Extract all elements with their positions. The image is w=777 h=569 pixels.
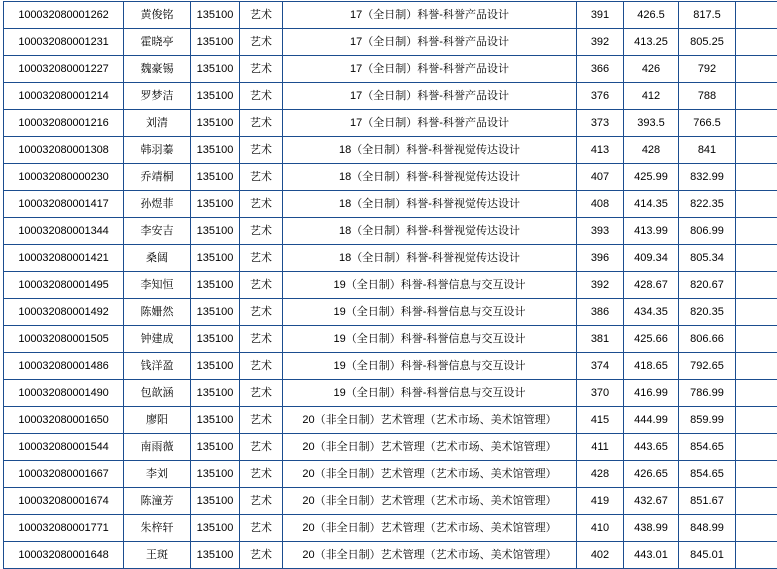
cell-score-3: 841 bbox=[679, 137, 736, 164]
cell-category: 艺术 bbox=[240, 353, 283, 380]
cell-score-2: 426.65 bbox=[624, 461, 679, 488]
cell-category: 艺术 bbox=[240, 137, 283, 164]
table-row bbox=[4, 29, 777, 56]
admission-score-table bbox=[3, 1, 777, 569]
cell-remark bbox=[736, 110, 777, 137]
cell-score-3: 859.99 bbox=[679, 407, 736, 434]
cell-remark bbox=[736, 218, 777, 245]
cell-score-3: 786.99 bbox=[679, 380, 736, 407]
cell-score-1: 381 bbox=[577, 326, 624, 353]
table-body bbox=[4, 2, 777, 569]
cell-category: 艺术 bbox=[240, 488, 283, 515]
cell-category: 艺术 bbox=[240, 164, 283, 191]
cell-score-1: 396 bbox=[577, 245, 624, 272]
cell-score-3: 766.5 bbox=[679, 110, 736, 137]
cell-score-2: 425.99 bbox=[624, 164, 679, 191]
cell-major-code: 135100 bbox=[191, 380, 240, 407]
cell-major-code: 135100 bbox=[191, 272, 240, 299]
cell-score-1: 407 bbox=[577, 164, 624, 191]
cell-remark bbox=[736, 380, 777, 407]
cell-exam-id: 100032080001262 bbox=[4, 2, 124, 29]
cell-remark bbox=[736, 164, 777, 191]
cell-score-3: 805.25 bbox=[679, 29, 736, 56]
cell-category: 艺术 bbox=[240, 191, 283, 218]
table-row bbox=[4, 299, 777, 326]
cell-major-code: 135100 bbox=[191, 2, 240, 29]
cell-score-3: 805.34 bbox=[679, 245, 736, 272]
cell-category: 艺术 bbox=[240, 245, 283, 272]
cell-major-code: 135100 bbox=[191, 326, 240, 353]
cell-score-2: 443.65 bbox=[624, 434, 679, 461]
cell-major-code: 135100 bbox=[191, 407, 240, 434]
cell-exam-id: 100032080001308 bbox=[4, 137, 124, 164]
cell-remark bbox=[736, 272, 777, 299]
cell-program: 17（全日制）科誉-科誉产品设计 bbox=[283, 110, 577, 137]
cell-score-2: 428 bbox=[624, 137, 679, 164]
cell-major-code: 135100 bbox=[191, 29, 240, 56]
cell-score-2: 434.35 bbox=[624, 299, 679, 326]
cell-score-1: 410 bbox=[577, 515, 624, 542]
cell-name: 陈潼芳 bbox=[124, 488, 191, 515]
table-row bbox=[4, 515, 777, 542]
table-row bbox=[4, 164, 777, 191]
cell-exam-id: 100032080001421 bbox=[4, 245, 124, 272]
cell-exam-id: 100032080001667 bbox=[4, 461, 124, 488]
cell-major-code: 135100 bbox=[191, 299, 240, 326]
cell-program: 18（全日制）科誉-科誉视觉传达设计 bbox=[283, 218, 577, 245]
cell-program: 17（全日制）科誉-科誉产品设计 bbox=[283, 29, 577, 56]
cell-score-1: 411 bbox=[577, 434, 624, 461]
cell-score-1: 374 bbox=[577, 353, 624, 380]
cell-exam-id: 100032080001231 bbox=[4, 29, 124, 56]
cell-program: 20（非全日制）艺术管理（艺术市场、美术馆管理） bbox=[283, 515, 577, 542]
cell-program: 19（全日制）科誉-科誉信息与交互设计 bbox=[283, 380, 577, 407]
cell-exam-id: 100032080001216 bbox=[4, 110, 124, 137]
table-row bbox=[4, 353, 777, 380]
cell-score-2: 413.99 bbox=[624, 218, 679, 245]
cell-name: 霍晓亭 bbox=[124, 29, 191, 56]
cell-remark bbox=[736, 56, 777, 83]
cell-program: 17（全日制）科誉-科誉产品设计 bbox=[283, 2, 577, 29]
cell-major-code: 135100 bbox=[191, 488, 240, 515]
cell-exam-id: 100032080001492 bbox=[4, 299, 124, 326]
cell-major-code: 135100 bbox=[191, 83, 240, 110]
cell-exam-id: 100032080001417 bbox=[4, 191, 124, 218]
cell-category: 艺术 bbox=[240, 380, 283, 407]
cell-category: 艺术 bbox=[240, 2, 283, 29]
cell-category: 艺术 bbox=[240, 542, 283, 569]
table-row bbox=[4, 488, 777, 515]
cell-score-3: 806.66 bbox=[679, 326, 736, 353]
cell-score-2: 438.99 bbox=[624, 515, 679, 542]
cell-name: 陈姗然 bbox=[124, 299, 191, 326]
cell-exam-id: 100032080001214 bbox=[4, 83, 124, 110]
cell-score-2: 418.65 bbox=[624, 353, 679, 380]
cell-exam-id: 100032080001674 bbox=[4, 488, 124, 515]
cell-score-1: 391 bbox=[577, 2, 624, 29]
cell-major-code: 135100 bbox=[191, 56, 240, 83]
cell-score-2: 444.99 bbox=[624, 407, 679, 434]
cell-major-code: 135100 bbox=[191, 461, 240, 488]
cell-remark bbox=[736, 542, 777, 569]
cell-score-2: 426 bbox=[624, 56, 679, 83]
cell-name: 李安吉 bbox=[124, 218, 191, 245]
cell-category: 艺术 bbox=[240, 299, 283, 326]
cell-program: 20（非全日制）艺术管理（艺术市场、美术馆管理） bbox=[283, 434, 577, 461]
cell-score-1: 408 bbox=[577, 191, 624, 218]
cell-remark bbox=[736, 407, 777, 434]
table-row bbox=[4, 380, 777, 407]
table-row bbox=[4, 218, 777, 245]
score-table-sheet bbox=[0, 1, 777, 478]
cell-score-3: 854.65 bbox=[679, 461, 736, 488]
cell-program: 17（全日制）科誉-科誉产品设计 bbox=[283, 83, 577, 110]
cell-program: 18（全日制）科誉-科誉视觉传达设计 bbox=[283, 164, 577, 191]
table-row bbox=[4, 542, 777, 569]
cell-category: 艺术 bbox=[240, 272, 283, 299]
cell-score-3: 820.35 bbox=[679, 299, 736, 326]
cell-name: 钟建成 bbox=[124, 326, 191, 353]
cell-major-code: 135100 bbox=[191, 110, 240, 137]
cell-major-code: 135100 bbox=[191, 137, 240, 164]
cell-name: 朱梓轩 bbox=[124, 515, 191, 542]
cell-exam-id: 100032080001227 bbox=[4, 56, 124, 83]
cell-score-1: 393 bbox=[577, 218, 624, 245]
cell-remark bbox=[736, 461, 777, 488]
cell-remark bbox=[736, 191, 777, 218]
cell-score-3: 806.99 bbox=[679, 218, 736, 245]
cell-score-1: 428 bbox=[577, 461, 624, 488]
cell-major-code: 135100 bbox=[191, 434, 240, 461]
cell-name: 黄俊铭 bbox=[124, 2, 191, 29]
cell-name: 刘清 bbox=[124, 110, 191, 137]
cell-name: 罗梦洁 bbox=[124, 83, 191, 110]
cell-score-1: 376 bbox=[577, 83, 624, 110]
cell-score-2: 426.5 bbox=[624, 2, 679, 29]
cell-major-code: 135100 bbox=[191, 164, 240, 191]
cell-program: 18（全日制）科誉-科誉视觉传达设计 bbox=[283, 191, 577, 218]
cell-score-3: 817.5 bbox=[679, 2, 736, 29]
cell-score-3: 832.99 bbox=[679, 164, 736, 191]
cell-score-1: 373 bbox=[577, 110, 624, 137]
cell-program: 19（全日制）科誉-科誉信息与交互设计 bbox=[283, 299, 577, 326]
cell-category: 艺术 bbox=[240, 83, 283, 110]
cell-score-1: 415 bbox=[577, 407, 624, 434]
cell-name: 钱洋盈 bbox=[124, 353, 191, 380]
cell-category: 艺术 bbox=[240, 56, 283, 83]
cell-name: 孙煜菲 bbox=[124, 191, 191, 218]
cell-name: 廖阳 bbox=[124, 407, 191, 434]
cell-program: 20（非全日制）艺术管理（艺术市场、美术馆管理） bbox=[283, 407, 577, 434]
cell-program: 19（全日制）科誉-科誉信息与交互设计 bbox=[283, 353, 577, 380]
cell-category: 艺术 bbox=[240, 461, 283, 488]
cell-score-1: 370 bbox=[577, 380, 624, 407]
cell-remark bbox=[736, 515, 777, 542]
cell-remark bbox=[736, 29, 777, 56]
cell-major-code: 135100 bbox=[191, 515, 240, 542]
cell-score-1: 392 bbox=[577, 29, 624, 56]
cell-remark bbox=[736, 434, 777, 461]
cell-score-1: 419 bbox=[577, 488, 624, 515]
cell-exam-id: 100032080001505 bbox=[4, 326, 124, 353]
cell-category: 艺术 bbox=[240, 110, 283, 137]
cell-name: 包歆涵 bbox=[124, 380, 191, 407]
cell-score-2: 425.66 bbox=[624, 326, 679, 353]
table-row bbox=[4, 272, 777, 299]
cell-exam-id: 100032080001650 bbox=[4, 407, 124, 434]
cell-score-3: 854.65 bbox=[679, 434, 736, 461]
table-row bbox=[4, 191, 777, 218]
cell-program: 19（全日制）科誉-科誉信息与交互设计 bbox=[283, 272, 577, 299]
cell-name: 李知恒 bbox=[124, 272, 191, 299]
cell-exam-id: 100032080000230 bbox=[4, 164, 124, 191]
table-row bbox=[4, 245, 777, 272]
cell-score-2: 432.67 bbox=[624, 488, 679, 515]
cell-major-code: 135100 bbox=[191, 353, 240, 380]
cell-score-3: 792 bbox=[679, 56, 736, 83]
cell-exam-id: 100032080001648 bbox=[4, 542, 124, 569]
cell-score-2: 409.34 bbox=[624, 245, 679, 272]
cell-score-3: 822.35 bbox=[679, 191, 736, 218]
cell-remark bbox=[736, 488, 777, 515]
cell-major-code: 135100 bbox=[191, 245, 240, 272]
cell-score-1: 413 bbox=[577, 137, 624, 164]
cell-score-1: 386 bbox=[577, 299, 624, 326]
cell-score-3: 788 bbox=[679, 83, 736, 110]
cell-exam-id: 100032080001771 bbox=[4, 515, 124, 542]
table-row bbox=[4, 434, 777, 461]
cell-remark bbox=[736, 137, 777, 164]
cell-program: 17（全日制）科誉-科誉产品设计 bbox=[283, 56, 577, 83]
cell-remark bbox=[736, 353, 777, 380]
cell-score-1: 402 bbox=[577, 542, 624, 569]
cell-name: 王斑 bbox=[124, 542, 191, 569]
cell-score-3: 848.99 bbox=[679, 515, 736, 542]
cell-category: 艺术 bbox=[240, 434, 283, 461]
cell-program: 18（全日制）科誉-科誉视觉传达设计 bbox=[283, 137, 577, 164]
table-row bbox=[4, 461, 777, 488]
cell-score-2: 443.01 bbox=[624, 542, 679, 569]
cell-category: 艺术 bbox=[240, 218, 283, 245]
cell-name: 韩羽蓁 bbox=[124, 137, 191, 164]
cell-score-2: 412 bbox=[624, 83, 679, 110]
cell-remark bbox=[736, 245, 777, 272]
table-row bbox=[4, 137, 777, 164]
cell-score-2: 416.99 bbox=[624, 380, 679, 407]
cell-exam-id: 100032080001495 bbox=[4, 272, 124, 299]
cell-score-3: 792.65 bbox=[679, 353, 736, 380]
cell-name: 南雨薇 bbox=[124, 434, 191, 461]
cell-score-1: 366 bbox=[577, 56, 624, 83]
cell-remark bbox=[736, 326, 777, 353]
cell-score-1: 392 bbox=[577, 272, 624, 299]
cell-score-2: 414.35 bbox=[624, 191, 679, 218]
cell-name: 魏豪锡 bbox=[124, 56, 191, 83]
cell-score-3: 820.67 bbox=[679, 272, 736, 299]
cell-exam-id: 100032080001544 bbox=[4, 434, 124, 461]
table-row bbox=[4, 2, 777, 29]
cell-remark bbox=[736, 299, 777, 326]
cell-exam-id: 100032080001486 bbox=[4, 353, 124, 380]
cell-program: 20（非全日制）艺术管理（艺术市场、美术馆管理） bbox=[283, 542, 577, 569]
cell-name: 李刘 bbox=[124, 461, 191, 488]
cell-remark bbox=[736, 2, 777, 29]
table-row bbox=[4, 326, 777, 353]
cell-category: 艺术 bbox=[240, 515, 283, 542]
table-row bbox=[4, 83, 777, 110]
cell-score-3: 851.67 bbox=[679, 488, 736, 515]
table-row bbox=[4, 110, 777, 137]
cell-score-2: 428.67 bbox=[624, 272, 679, 299]
cell-major-code: 135100 bbox=[191, 542, 240, 569]
cell-score-2: 413.25 bbox=[624, 29, 679, 56]
cell-program: 19（全日制）科誉-科誉信息与交互设计 bbox=[283, 326, 577, 353]
cell-category: 艺术 bbox=[240, 407, 283, 434]
cell-name: 桑阔 bbox=[124, 245, 191, 272]
cell-score-3: 845.01 bbox=[679, 542, 736, 569]
cell-major-code: 135100 bbox=[191, 191, 240, 218]
cell-name: 乔靖桐 bbox=[124, 164, 191, 191]
cell-major-code: 135100 bbox=[191, 218, 240, 245]
cell-program: 20（非全日制）艺术管理（艺术市场、美术馆管理） bbox=[283, 461, 577, 488]
cell-category: 艺术 bbox=[240, 326, 283, 353]
table-row bbox=[4, 56, 777, 83]
cell-program: 18（全日制）科誉-科誉视觉传达设计 bbox=[283, 245, 577, 272]
table-row bbox=[4, 407, 777, 434]
cell-exam-id: 100032080001344 bbox=[4, 218, 124, 245]
cell-exam-id: 100032080001490 bbox=[4, 380, 124, 407]
cell-score-2: 393.5 bbox=[624, 110, 679, 137]
cell-remark bbox=[736, 83, 777, 110]
cell-program: 20（非全日制）艺术管理（艺术市场、美术馆管理） bbox=[283, 488, 577, 515]
cell-category: 艺术 bbox=[240, 29, 283, 56]
